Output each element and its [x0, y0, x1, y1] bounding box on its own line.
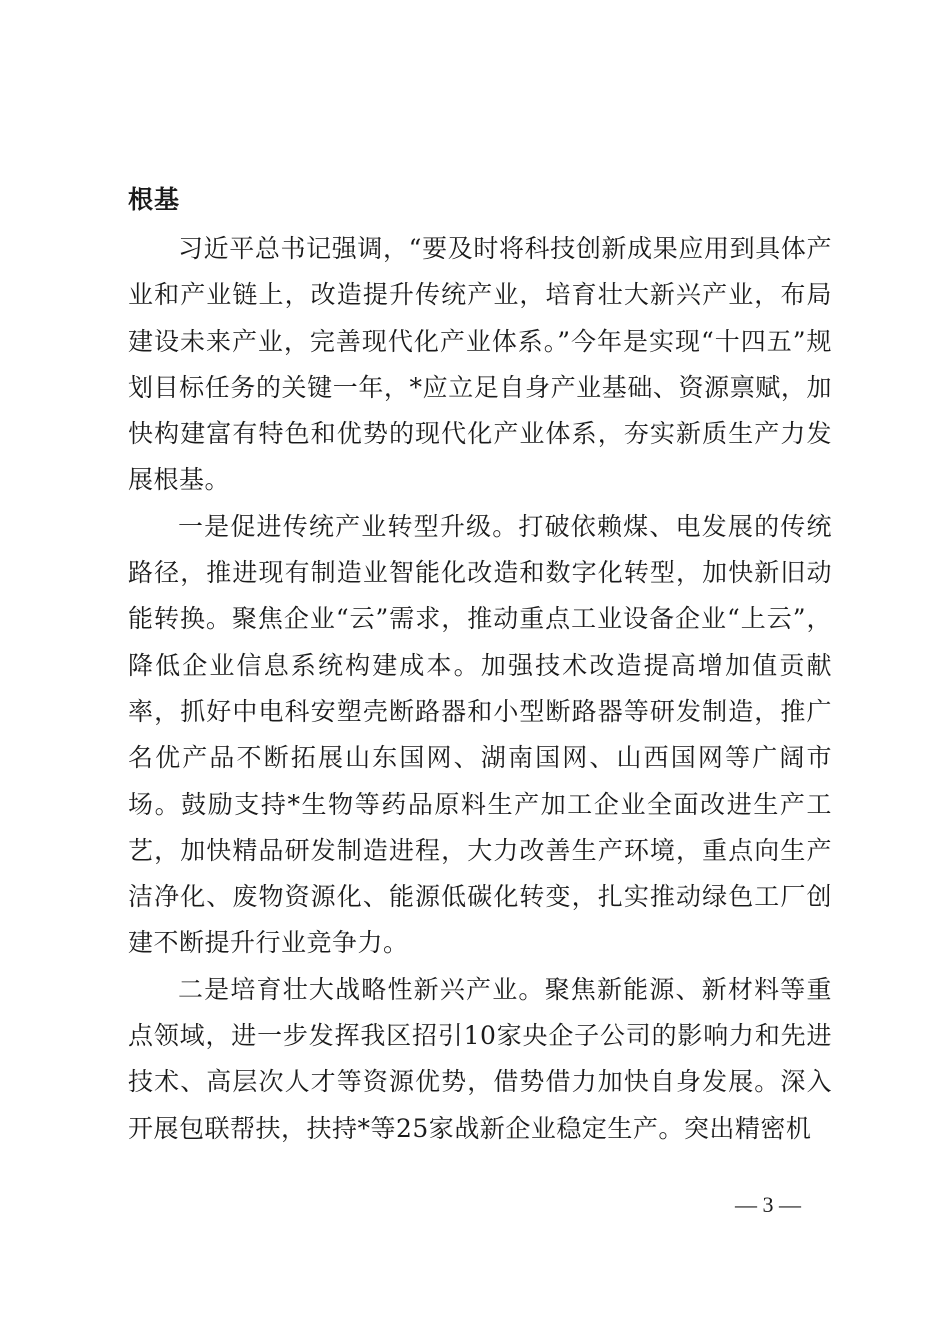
paragraph-traditional-industry: 一是促进传统产业转型升级。打破依赖煤、电发展的传统路径，推进现有制造业智能化改造和数字化转型，加快新旧动能转换。聚焦企业“云”需求，推动重点工业设备企业“上云”，降低企业信息系统构建成本。加强技术改造提高增加值贡献率，抓好中电科安塑壳断路器和小型断路器等研发制造，推广名优产品不断拓展山东国网、湖南国网、山西国网等广阔市场。鼓励支持*生物等药品原料生产加工企业全面改进生产工艺，加快精品研发制造进程，大力改善生产环境，重点向生产洁净化、废物资源化、能源低碳化转变，扎实推动绿色工厂创建不断提升行业竞争力。 [128, 511, 832, 958]
page-number: — 3 — [735, 1192, 801, 1217]
section-heading: 根基 [128, 185, 181, 214]
paragraph-intro: 习近平总书记强调，“要及时将科技创新成果应用到具体产业和产业链上，改造提升传统产业，培育壮大新兴产业，布局建设未来产业，完善现代化产业体系。”今年是实现“十四五”规划目标任务的关键一年，*应立足自身产业基础、资源禀赋，加快构建富有特色和优势的现代化产业体系，夯实新质生产力发展根基。 [128, 234, 832, 495]
paragraph-emerging-industry: 二是培育壮大战略性新兴产业。聚焦新能源、新材料等重点领域，进一步发挥我区招引10家央企子公司的影响力和先进技术、高层次人才等资源优势，借势借力加快自身发展。深入开展包联帮扶，扶持*等25家战新企业稳定生产。突出精密机 [128, 974, 832, 1143]
body-text [128, 226, 832, 1152]
